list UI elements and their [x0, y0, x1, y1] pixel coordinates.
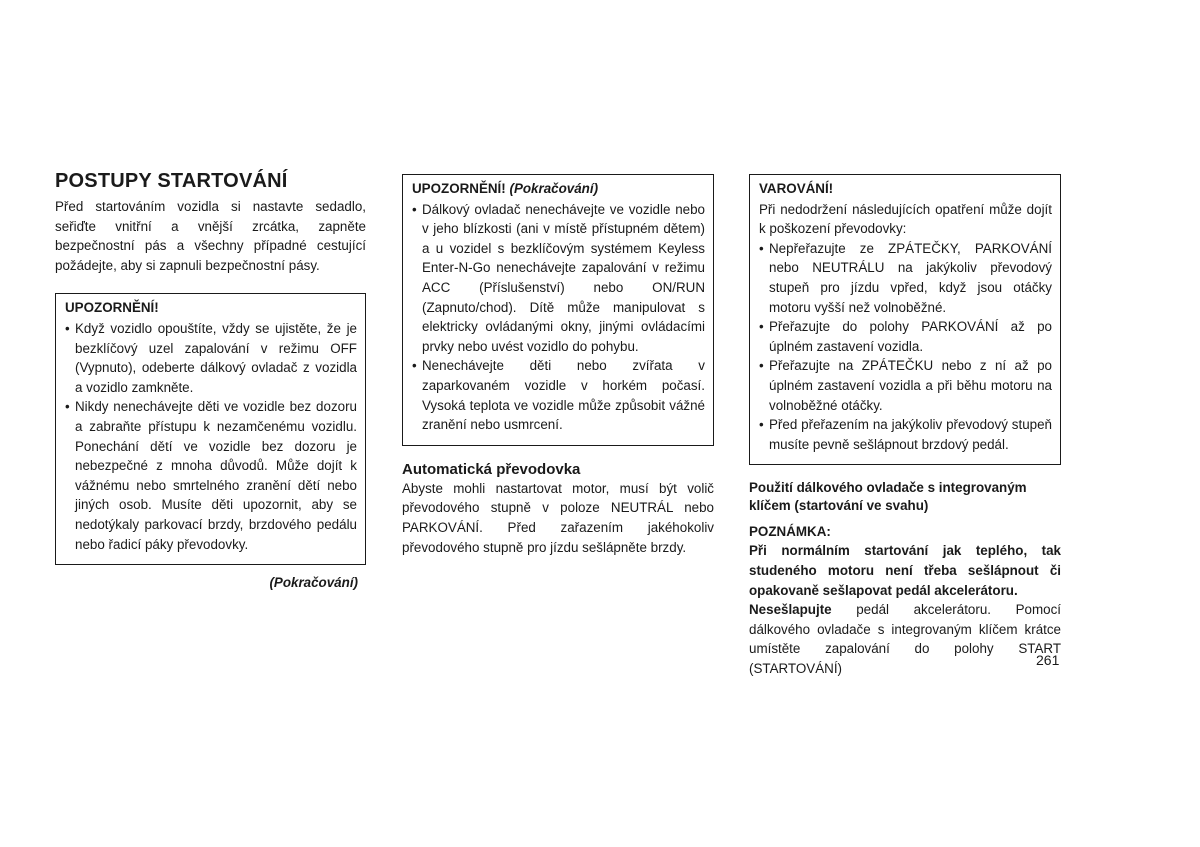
automatic-transmission-text: Abyste mohli nastartovat motor, musí být volič převodového stupně v poloze NEUTRÁL nebo PARKOVÁNÍ. Před zařazením jakéhokoliv převodového stupně pro jízdu sešlápněte brzdy.: [402, 480, 714, 555]
note-lead-word: Nesešlapujte: [749, 602, 832, 618]
caution-box: [749, 174, 1061, 465]
list-item: • Nenechávejte děti nebo zvířata v zaparkovaném vozidle v horkém počasí. Vysoká teplota ve vozidle může způsobit vážné zranění nebo usmrcení.: [412, 356, 705, 434]
list-item: • Nikdy nenechávejte děti ve vozidle bez dozoru a zabraňte přístupu k nezamčenému vozidlu. Ponechání dětí ve vozidle bez dozoru je nebezpečné z mnoha důvodů. Může dojít k vážnému nebo smrtelného zranění dětí nebo jiných osob. Musíte děti upozornit, aby se nedotýkaly parkovací brzdy, brzdového pedálu nebo řadicí páky převodovky.: [65, 397, 357, 554]
list-item: • Nepřeřazujte ze ZPÁTEČKY, PARKOVÁNÍ nebo NEUTRÁLU na jakýkoliv převodový stupeň pro jízdu vpřed, když jsou otáčky motoru vyšší než volnoběžné.: [759, 239, 1052, 317]
right-column: [749, 174, 1061, 678]
warning-box-left: [55, 293, 366, 565]
list-item: • Přeřazujte do polohy PARKOVÁNÍ až po úplném zastavení vozidla.: [759, 317, 1052, 356]
list-item: • Před přeřazením na jakýkoliv převodový stupeň musíte pevně sešlápnout brzdový pedál.: [759, 415, 1052, 454]
warning-box-middle: [402, 174, 714, 446]
remote-start-heading: Použití dálkového ovladače s integrovaným klíčem (startování ve svahu): [749, 480, 1027, 514]
continued-label: (Pokračování): [269, 575, 358, 591]
warning-title: UPOZORNĚNÍ!: [412, 181, 506, 196]
warning-title-continued: [412, 179, 705, 199]
intro-paragraph: Před startováním vozidla si nastavte sedadlo, seřiďte vnitřní a vnější zrcátka, zapněte bezpečnostní pás a všechny případné cestující požádejte, aby si zapnuli bezpečnostní pásy.: [55, 199, 366, 273]
note-rest-text: pedál akcelerátoru. Pomocí dálkového ovladače s integrovaným klíčem krátce umístěte zapalování do polohy START (STARTOVÁNÍ): [749, 602, 1061, 676]
note-bold-text: Při normálním startování jak teplého, tak studeného motoru není třeba sešlápnout či opakovaně sešlapovat pedál akcelerátoru.: [749, 543, 1061, 598]
note-paragraph: [749, 600, 1061, 678]
caution-title: VAROVÁNÍ!: [759, 181, 834, 196]
note-label: POZNÁMKA:: [749, 524, 831, 540]
list-item: • Přeřazujte na ZPÁTEČKU nebo z ní až po úplném zastavení vozidla a při běhu motoru na volnoběžné otáčky.: [759, 356, 1052, 415]
warning-list-left: [65, 319, 357, 554]
middle-column: [402, 174, 714, 557]
list-item: • Dálkový ovladač nenechávejte ve vozidle nebo v jeho blízkosti (ani v místě přístupném dětem) a u vozidel s bezklíčovým systémem Keyless Enter-N-Go nenechávejte zapalování v režimu ACC (Příslušenství) nebo ON/RUN (Zapnuto/chod). Dítě může manipulovat s elektricky ovládanými okny, jinými ovládacími prvky nebo uvést vozidlo do pohybu.: [412, 200, 705, 357]
caution-intro: Při nedodržení následujících opatření může dojít k poškození převodovky:: [759, 201, 1052, 237]
list-item: • Když vozidlo opouštíte, vždy se ujistěte, že je bezklíčový uzel zapalování v režimu OFF (Vypnuto), odeberte dálkový ovladač z vozidla a vozidlo zamkněte.: [65, 319, 357, 397]
warning-list-middle: [412, 200, 705, 435]
left-column: [55, 169, 366, 593]
warning-title: UPOZORNĚNÍ!: [65, 300, 159, 316]
caution-list: [759, 239, 1052, 455]
continued-suffix: (Pokračování): [509, 181, 599, 196]
section-title-starting: POSTUPY STARTOVÁNÍ: [55, 170, 288, 192]
automatic-transmission-heading: Automatická převodovka: [402, 460, 581, 478]
page-number: 261: [1036, 652, 1060, 668]
